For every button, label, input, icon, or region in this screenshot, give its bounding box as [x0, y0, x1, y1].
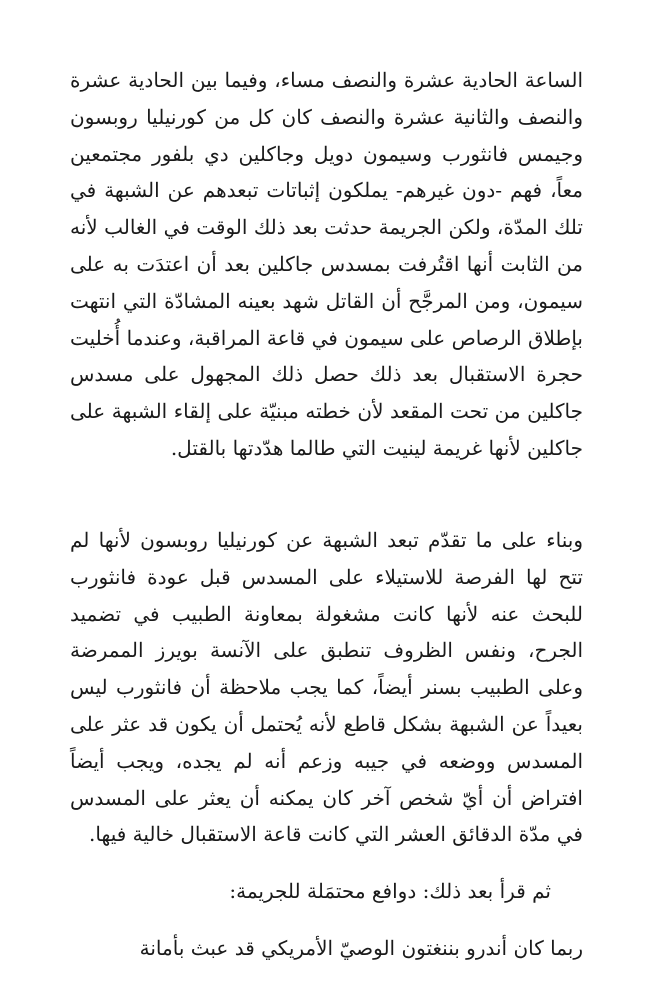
- paragraph-suspects-cleared: وبناء على ما تقدّم تبعد الشبهة عن كورنيليا روبسون لأنها لم تتح لها الفرصة للاستيلاء على المسدس قبل عودة فانثورب للبحث عنه لأنها كانت مشغولة بمعاونة الطبيب في تضميد الجرح، ونفس الظروف تنطبق على الآنسة بويرز الممرضة وعلى الطبيب بسنر أيضاً، كما يجب ملاحظة أن فانثورب ليس بعيداً عن الشبهة بشكل قاطع لأنه يُحتمل أن يكون قد عثر على المسدس ووضعه في جيبه وزعم أنه لم يجده، ويجب أيضاً افتراض أن أيّ شخص آخر كان يمكنه أن يعثر على المسدس في مدّة الدقائق العشر التي كانت قاعة الاستقبال خالية فيها.: [70, 528, 583, 847]
- paragraph-alibi-analysis: الساعة الحادية عشرة والنصف مساء، وفيما بين الحادية عشرة والنصف والثانية عشرة والنصف كان كل من كورنيليا روبسون وجيمس فانثورب وسيمون دويل وجاكلين دي بلفور مجتمعين معاً، فهم -دون غيرهم- يملكون إثباتات تبعدهم عن الشبهة في تلك المدّة، ولكن الجريمة حدثت بعد ذلك الوقت في الغالب لأنه من الثابت أنها اقتُرفت بمسدس جاكلين بعد أن اعتدَت به على سيمون، ومن المرجَّح أن القاتل شهد بعينه المشادّة التي انتهت بإطلاق الرصاص على سيمون في قاعة المراقبة، وعندما أُخليت حجرة الاستقبال بعد ذلك حصل ذلك المجهول على مسدس جاكلين من تحت المقعد لأن خطته مبنيّة على إلقاء الشبهة على جاكلين لأنها غريمة لينيت التي طالما هدّدتها بالقتل.: [70, 68, 583, 460]
- paragraph-motives-heading: ثم قرأ بعد ذلك: دوافع محتمَلة للجريمة:: [229, 879, 551, 903]
- paragraph-motive-pennington: ربما كان أندرو بننغتون الوصيّ الأمريكي قد عبث بأمانة: [139, 936, 583, 960]
